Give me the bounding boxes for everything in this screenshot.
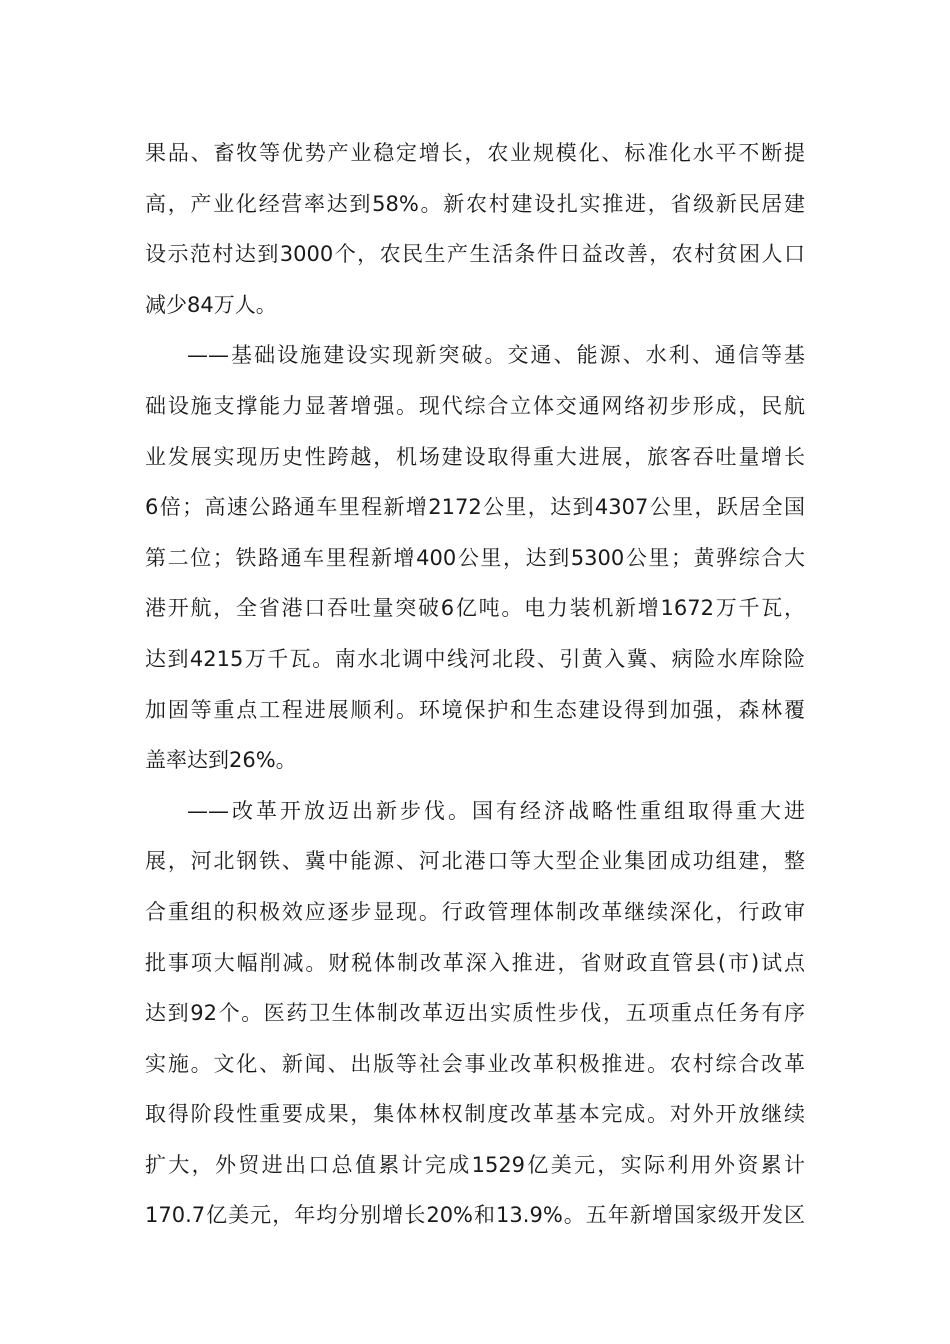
text-line: 业发展实现历史性跨越，机场建设取得重大进展，旅客吞吐量增长 [145, 444, 805, 469]
text-line: 170.7亿美元，年均分别增长20%和13.9%。五年新增国家级开发区 [145, 1203, 805, 1228]
text-line: 设示范村达到3000个，农民生产生活条件日益改善，农村贫困人口 [145, 242, 805, 267]
text-line: 6倍；高速公路通车里程新增2172公里，达到4307公里，跃居全国 [145, 495, 805, 520]
text-line: 减少84万人。 [145, 292, 277, 317]
text-line: 扩大，外贸进出口总值累计完成1529亿美元，实际利用外资累计 [145, 1152, 805, 1177]
text-line: 取得阶段性重要成果，集体林权制度改革基本完成。对外开放继续 [145, 1102, 805, 1127]
text-line: 第二位；铁路通车里程新增400公里，达到5300公里；黄骅综合大 [145, 545, 805, 570]
text-line: 础设施支撑能力显著增强。现代综合立体交通网络初步形成，民航 [145, 393, 805, 418]
text-line: 合重组的积极效应逐步显现。行政管理体制改革继续深化，行政审 [145, 899, 805, 924]
paragraph-heading-infrastructure: ——基础设施建设实现新突破。交通、能源、水利、通信等基 [187, 343, 805, 368]
text-line: 高，产业化经营率达到58%。新农村建设扎实推进，省级新民居建 [145, 191, 805, 216]
paragraph-heading-reform: ——改革开放迈出新步伐。国有经济战略性重组取得重大进 [187, 798, 805, 823]
text-line: 达到4215万千瓦。南水北调中线河北段、引黄入冀、病险水库除险 [145, 646, 805, 671]
text-line: 达到92个。医药卫生体制改革迈出实质性步伐，五项重点任务有序 [145, 1001, 805, 1026]
text-line: 批事项大幅削减。财税体制改革深入推进，省财政直管县(市)试点 [145, 950, 805, 975]
text-line: 展，河北钢铁、冀中能源、河北港口等大型企业集团成功组建，整 [145, 849, 805, 874]
text-line: 盖率达到26%。 [145, 748, 297, 773]
text-line: 加固等重点工程进展顺利。环境保护和生态建设得到加强，森林覆 [145, 697, 805, 722]
text-line: 实施。文化、新闻、出版等社会事业改革积极推进。农村综合改革 [145, 1051, 805, 1076]
body-text [145, 128, 805, 1241]
text-line: 果品、畜牧等优势产业稳定增长，农业规模化、标准化水平不断提 [145, 141, 805, 165]
text-line: 港开航，全省港口吞吐量突破6亿吨。电力装机新增1672万千瓦， [145, 596, 805, 621]
